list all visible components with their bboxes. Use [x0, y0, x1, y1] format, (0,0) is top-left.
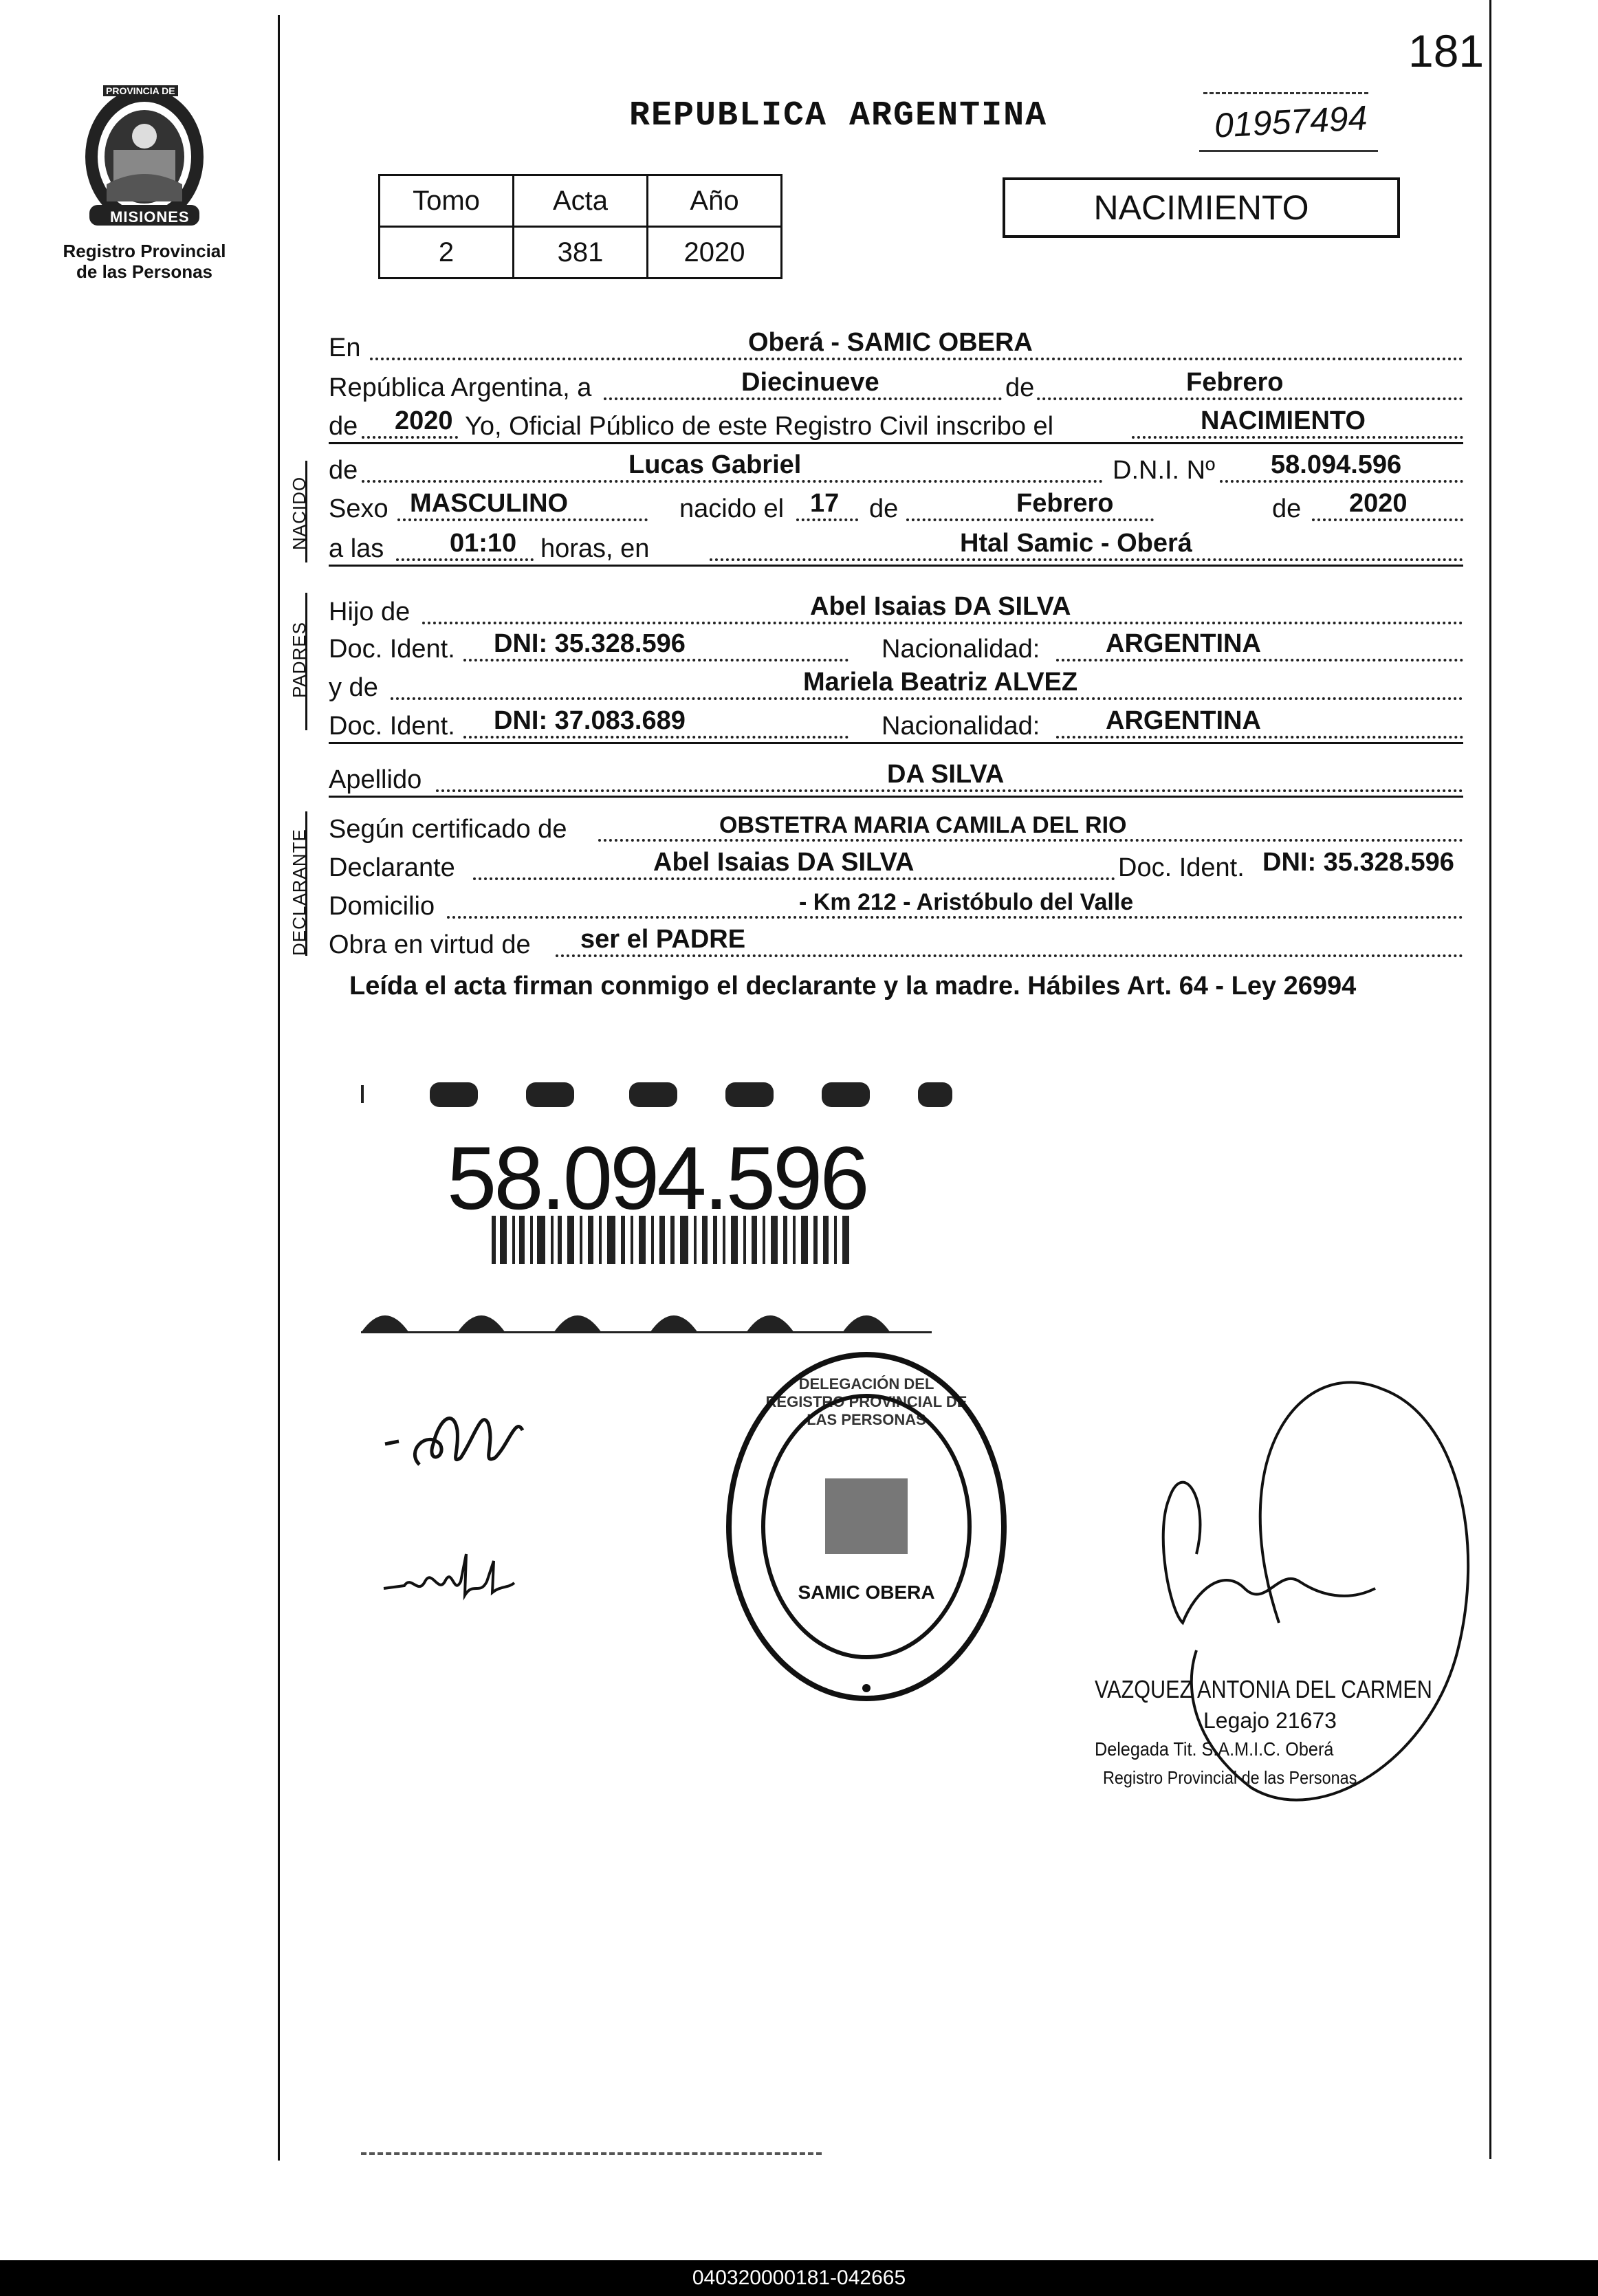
dots: [1132, 436, 1463, 439]
row-declarante: [329, 849, 1463, 887]
row-padre-doc: [329, 630, 1463, 668]
official-registry: Registro Provincial de las Personas: [1103, 1767, 1357, 1788]
dots: [396, 558, 534, 561]
dots: [1220, 480, 1463, 483]
nacido-label: nacido el: [679, 494, 785, 523]
dots: [598, 839, 1463, 842]
segun-label: Según certificado de: [329, 815, 567, 844]
father-nac-label: Nacionalidad:: [882, 635, 1040, 664]
dots: [1056, 736, 1463, 739]
sexo-label: Sexo: [329, 494, 388, 523]
tomo-header: Tomo: [380, 175, 514, 227]
obra-label: Obra en virtud de: [329, 930, 531, 959]
serial-bottom-line: [1199, 150, 1378, 152]
signature-scribble-2: [377, 1540, 528, 1616]
row-fecha: [329, 369, 1463, 407]
inscribo-value: NACIMIENTO: [1201, 406, 1366, 435]
acta-value: 381: [514, 227, 648, 278]
solid: [329, 742, 1463, 744]
record-type-box: NACIMIENTO: [1003, 177, 1400, 238]
apellido-label: Apellido: [329, 765, 422, 794]
signature-scribble-1: [378, 1389, 557, 1485]
logo-top-text: PROVINCIA DE: [103, 85, 178, 96]
document-title: REPUBLICA ARGENTINA: [629, 96, 1048, 135]
row-madre-doc: [329, 707, 1463, 745]
hijo-label: Hijo de: [329, 598, 411, 626]
de3-label: de: [329, 456, 358, 485]
document-code-bar: 040320000181-042665: [0, 2260, 1598, 2296]
dots: [447, 916, 1463, 919]
birth-month: Febrero: [1016, 489, 1114, 518]
dots: [796, 518, 858, 521]
declarant-signature: [378, 1389, 557, 1489]
seal-outer-text: DELEGACIÓN DEL REGISTRO PROVINCIAL DE LAS PERSONAS: [765, 1375, 967, 1428]
dots: [370, 358, 1463, 360]
mother-value: Mariela Beatriz ALVEZ: [803, 668, 1078, 697]
de4-label: de: [869, 494, 899, 523]
name-value: Lucas Gabriel: [628, 450, 802, 479]
row-padre: [329, 593, 1463, 631]
segun-value: OBSTETRA MARIA CAMILA DEL RIO: [719, 812, 1127, 838]
domicilio-label: Domicilio: [329, 892, 435, 921]
de-label: de: [1003, 373, 1037, 403]
logo-bottom-text: MISIONES: [110, 208, 190, 226]
en-label: En: [329, 334, 361, 362]
seal-inner-text: SAMIC OBERA: [798, 1582, 935, 1603]
father-doc-label: Doc. Ident.: [329, 635, 455, 664]
dots: [1312, 518, 1463, 521]
solid: [329, 565, 1463, 567]
declarante-label: Declarante: [329, 853, 455, 882]
dots: [906, 518, 1154, 521]
mother-nac-label: Nacionalidad:: [882, 712, 1040, 741]
place-value: Htal Samic - Oberá: [960, 529, 1192, 558]
alas-label: a las: [329, 534, 384, 563]
birth-day: 17: [810, 489, 840, 518]
dots: [473, 877, 1170, 880]
row-madre: [329, 668, 1463, 707]
solid: [329, 796, 1463, 798]
dots: [463, 736, 849, 739]
dni-label: D.N.I. Nº: [1113, 456, 1215, 485]
domicilio-value: - Km 212 - Aristóbulo del Valle: [799, 889, 1134, 915]
nacido-side-label: NACIDO: [289, 476, 309, 550]
day-value: Diecinueve: [741, 368, 879, 397]
mother-signature: [377, 1540, 528, 1619]
tomo-value: 2: [380, 227, 514, 278]
serial-top-line: [1203, 92, 1368, 94]
bottom-dashes: [361, 2152, 822, 2155]
row-domicilio: [329, 887, 1463, 926]
obra-value: ser el PADRE: [580, 925, 746, 954]
year-value: 2020: [395, 406, 453, 435]
father-value: Abel Isaias DA SILVA: [810, 592, 1071, 621]
de5-label: de: [1272, 494, 1302, 523]
en-value: Oberá - SAMIC OBERA: [748, 328, 1033, 357]
row-obra: [329, 926, 1463, 964]
row-hora: [329, 529, 1463, 568]
dots: [463, 659, 849, 662]
apellido-value: DA SILVA: [887, 760, 1005, 789]
dots: [362, 436, 458, 439]
row-nombre: [329, 451, 1463, 490]
registered-marks-bottom: [361, 1315, 932, 1333]
row-sexo: [329, 490, 1463, 528]
declarante-doc-label: Doc. Ident.: [1115, 853, 1245, 883]
row-en: [329, 329, 1463, 367]
serial-number-text: 01957494: [1213, 98, 1368, 145]
solid: [329, 442, 1463, 444]
dni-value: 58.094.596: [1271, 450, 1402, 479]
month-value: Febrero: [1186, 368, 1284, 397]
registry-name-line2: de las Personas: [76, 261, 212, 282]
row-certificado: [329, 810, 1463, 849]
yde-label: y de: [329, 673, 378, 702]
row-inscripcion: [329, 407, 1463, 446]
official-name: VAZQUEZ ANTONIA DEL CARMEN: [1095, 1675, 1432, 1703]
declarante-side-label: DECLARANTE: [289, 829, 309, 956]
hour-value: 01:10: [450, 529, 517, 558]
sexo-value: MASCULINO: [410, 489, 569, 518]
father-doc: DNI: 35.328.596: [494, 629, 686, 658]
birth-year: 2020: [1349, 489, 1408, 518]
mother-doc: DNI: 37.083.689: [494, 706, 686, 735]
closing-text: Leída el acta firman conmigo el declarante y la madre. Hábiles Art. 64 - Ley 26994: [349, 972, 1357, 1001]
registered-marks-top: [361, 1082, 952, 1107]
row-apellido: [329, 761, 1463, 799]
dots: [362, 480, 1103, 483]
declarante-doc: DNI: 35.328.596: [1262, 848, 1454, 877]
anio-value: 2020: [648, 227, 782, 278]
horas-label: horas, en: [540, 534, 650, 563]
father-nac: ARGENTINA: [1106, 629, 1261, 658]
dots: [422, 622, 1463, 624]
dots: [391, 697, 1463, 700]
de2-label: de: [329, 412, 358, 441]
inscribo-label: Yo, Oficial Público de este Registro Civil inscribo el: [465, 412, 1054, 441]
barcode-number: 58.094.596: [447, 1128, 867, 1228]
province-logo: [76, 81, 213, 232]
dots: [556, 954, 1463, 957]
official-seal: [722, 1348, 1011, 1705]
official-position: Delegada Tit. S.A.M.I.C. Oberá: [1095, 1738, 1334, 1760]
republica-label: República Argentina, a: [329, 373, 592, 402]
official-legajo: Legajo 21673: [1203, 1708, 1337, 1733]
dots: [710, 558, 1463, 561]
acta-header: Acta: [514, 175, 648, 227]
dots: [436, 789, 1463, 792]
dots: [1056, 659, 1463, 662]
barcode-sticker: [354, 1078, 973, 1340]
left-margin-line: [278, 15, 280, 2161]
record-reference-table: [378, 174, 782, 279]
mother-nac: ARGENTINA: [1106, 706, 1261, 735]
declarante-value: Abel Isaias DA SILVA: [653, 848, 915, 877]
anio-header: Año: [648, 175, 782, 227]
registry-name-line1: Registro Provincial: [63, 241, 226, 261]
padres-side-label: PADRES: [289, 622, 309, 698]
page-number: 181: [1408, 25, 1485, 76]
mother-doc-label: Doc. Ident.: [329, 712, 455, 741]
dots: [397, 518, 648, 521]
serial-number: [1196, 81, 1382, 157]
